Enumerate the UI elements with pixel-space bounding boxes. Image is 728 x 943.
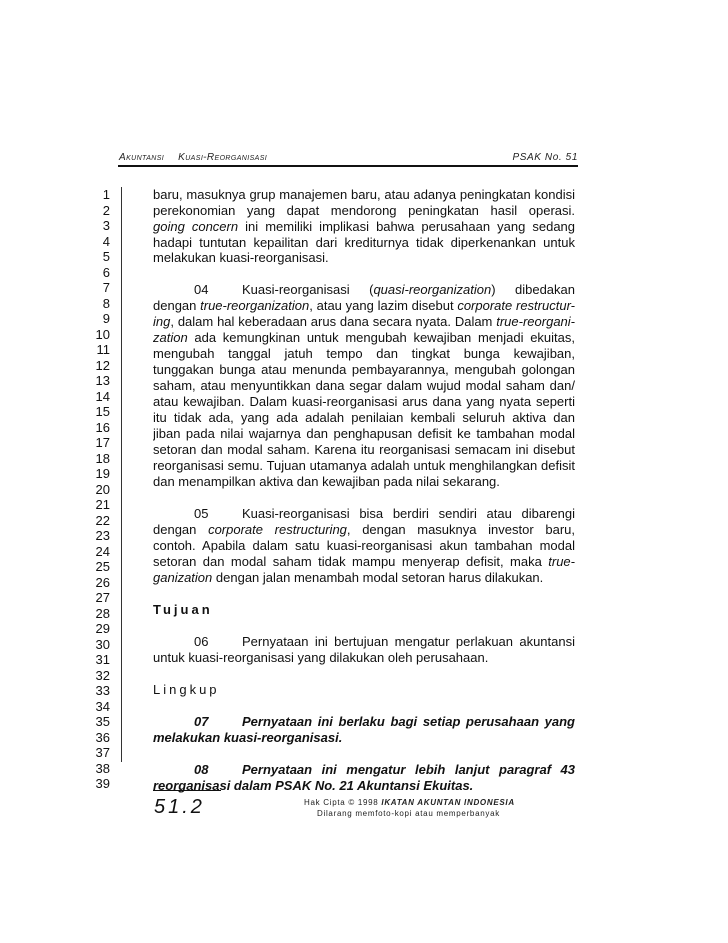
text-line-17: setoran dan modal saham. Karena itu reorganisasi semacam ini disebut — [153, 442, 575, 457]
paragraph-number-07: 07 — [194, 714, 209, 729]
line-number: 37 — [95, 745, 110, 760]
line-number: 32 — [95, 667, 110, 683]
line-number: 17 — [95, 435, 110, 450]
text-line-37: 08 Pernyataan ini mengatur lebih lanjut paragraf 43 — [194, 762, 575, 777]
line-number: 6 — [102, 264, 110, 280]
text-line-2: perekonomian yang dapat mendorong peningkatan hasil operasi. — [153, 203, 575, 218]
line-number: 16 — [95, 419, 110, 435]
running-header-right: PSAK No. 51 — [512, 152, 578, 163]
line-number: 31 — [95, 652, 110, 667]
line-number: 1 — [102, 187, 110, 202]
text-line-24: setoran dan modal saham tidak mampu menyerap defisit, maka true- — [153, 554, 575, 569]
text-line-9: ing, dalam hal keberadaan arus dana secara nyata. Dalam true-reorgani- — [153, 314, 575, 329]
page-number: 51.2 — [154, 796, 205, 818]
line-number: 9 — [102, 311, 110, 326]
line-number: 28 — [95, 605, 110, 621]
text-line-10: zation ada kemungkinan untuk mengubah kewajiban menjadi ekuitas, — [153, 330, 575, 345]
line-number: 11 — [96, 342, 110, 357]
text-line-29: 06 Pernyataan ini bertujuan mengatur perlakuan akuntansi — [194, 634, 575, 649]
section-heading-lingkup: Lingkup — [153, 682, 220, 697]
text-line-15: itu tidak ada, yang ada adalah penilaian kembali seluruh aktiva dan — [153, 410, 575, 425]
line-number: 7 — [102, 280, 110, 295]
section-heading-tujuan: Tujuan — [153, 602, 213, 617]
header-book-title: Akuntansi — [119, 152, 165, 163]
line-number: 14 — [95, 388, 110, 404]
copy-notice: Dilarang memfoto-kopi atau memperbanyak — [317, 809, 500, 818]
text-line-7: 04 Kuasi-reorganisasi (quasi-reorganization) dibedakan — [194, 282, 575, 297]
line-number: 12 — [95, 357, 110, 373]
line-number: 25 — [95, 559, 110, 574]
line-number: 5 — [102, 249, 110, 264]
text-line-13: saham, atau menyuntikkan dana segar dalam wujud modal saham dan/ — [153, 378, 575, 393]
text-line-5: melakukan kuasi-reorganisasi. — [153, 250, 329, 265]
paragraph-number-06: 06 — [194, 634, 209, 649]
line-number: 39 — [95, 776, 110, 791]
publisher-name: IKATAN AKUNTAN INDONESIA — [381, 798, 515, 807]
text-line-4: hadapi tuntutan kepailitan dari krediturnya tidak diperkenankan untuk — [153, 235, 575, 250]
running-header-left — [119, 152, 267, 163]
header-chapter-title: Kuasi-Reorganisasi — [178, 152, 268, 163]
line-number: 22 — [95, 512, 110, 528]
line-number: 33 — [95, 683, 110, 698]
line-number: 38 — [95, 760, 110, 776]
text-line-22: dengan corporate restructuring, dengan masuknya investor baru, — [153, 522, 575, 537]
line-number: 27 — [95, 590, 110, 605]
line-number: 20 — [95, 481, 110, 497]
text-line-16: jiban pada nilai wajarnya dan penghapusan defisit ke tambahan modal — [153, 426, 575, 441]
text-line-35: melakukan kuasi-reorganisasi. — [153, 730, 343, 745]
line-number: 13 — [95, 373, 110, 388]
line-number: 36 — [95, 729, 110, 745]
header-rule — [118, 165, 578, 167]
line-number: 34 — [95, 698, 110, 714]
line-number: 21 — [95, 497, 110, 512]
line-number: 8 — [102, 295, 110, 311]
line-number: 2 — [102, 202, 110, 218]
text-line-30: untuk kuasi-reorganisasi yang dilakukan oleh perusahaan. — [153, 650, 489, 665]
line-number: 23 — [95, 528, 110, 543]
text-line-12: tunggakan bunga atau menunda pembayarannya, mengubah golongan — [153, 362, 575, 377]
copyright-line: Hak Cipta © 1998 IKATAN AKUNTAN INDONESIA — [304, 798, 515, 807]
text-line-18: reorganisasi semu. Tujuan utamanya adalah untuk menghilangkan defisit — [153, 458, 575, 473]
text-line-34: 07 Pernyataan ini berlaku bagi setiap perusahaan yang — [194, 714, 575, 729]
line-number-rule — [121, 187, 122, 762]
line-number: 29 — [95, 621, 110, 636]
paragraph-number-08: 08 — [194, 762, 209, 777]
line-number: 4 — [102, 233, 110, 249]
line-number: 19 — [95, 466, 110, 481]
line-number: 35 — [95, 714, 110, 729]
footer-rule — [153, 790, 221, 791]
text-line-1: baru, masuknya grup manajemen baru, atau adanya peningkatan kondisi — [153, 187, 575, 202]
text-line-8: dengan true-reorganization, atau yang lazim disebut corporate restructur- — [153, 298, 575, 313]
line-number: 30 — [95, 636, 110, 652]
text-line-23: contoh. Apabila dalam satu kuasi-reorganisasi akun tambahan modal — [153, 538, 575, 553]
line-number: 24 — [95, 543, 110, 559]
text-line-21: 05 Kuasi-reorganisasi bisa berdiri sendiri atau dibarengi — [194, 506, 575, 521]
line-number: 10 — [95, 326, 110, 342]
text-line-11: mengubah tanggal jatuh tempo dan tingkat bunga kewajiban, — [153, 346, 575, 361]
line-number: 15 — [95, 404, 110, 419]
paragraph-number-04: 04 — [194, 282, 209, 297]
text-line-25: ganization dengan jalan menambah modal setoran harus dilakukan. — [153, 570, 544, 585]
line-number: 3 — [102, 218, 110, 233]
line-number: 18 — [95, 450, 110, 466]
paragraph-number-05: 05 — [194, 506, 209, 521]
text-line-19: dan menampilkan aktiva dan kewajiban pada nilai sekarang. — [153, 474, 500, 489]
text-line-38: reorganisasi dalam PSAK No. 21 Akuntansi Ekuitas. — [153, 778, 474, 793]
text-line-3: going concern ini memiliki implikasi bahwa perusahaan yang sedang — [153, 219, 575, 234]
text-line-14: atau kewajiban. Dalam kuasi-reorganisasi arus dana yang nyata seperti — [153, 394, 575, 409]
line-number: 26 — [95, 574, 110, 590]
